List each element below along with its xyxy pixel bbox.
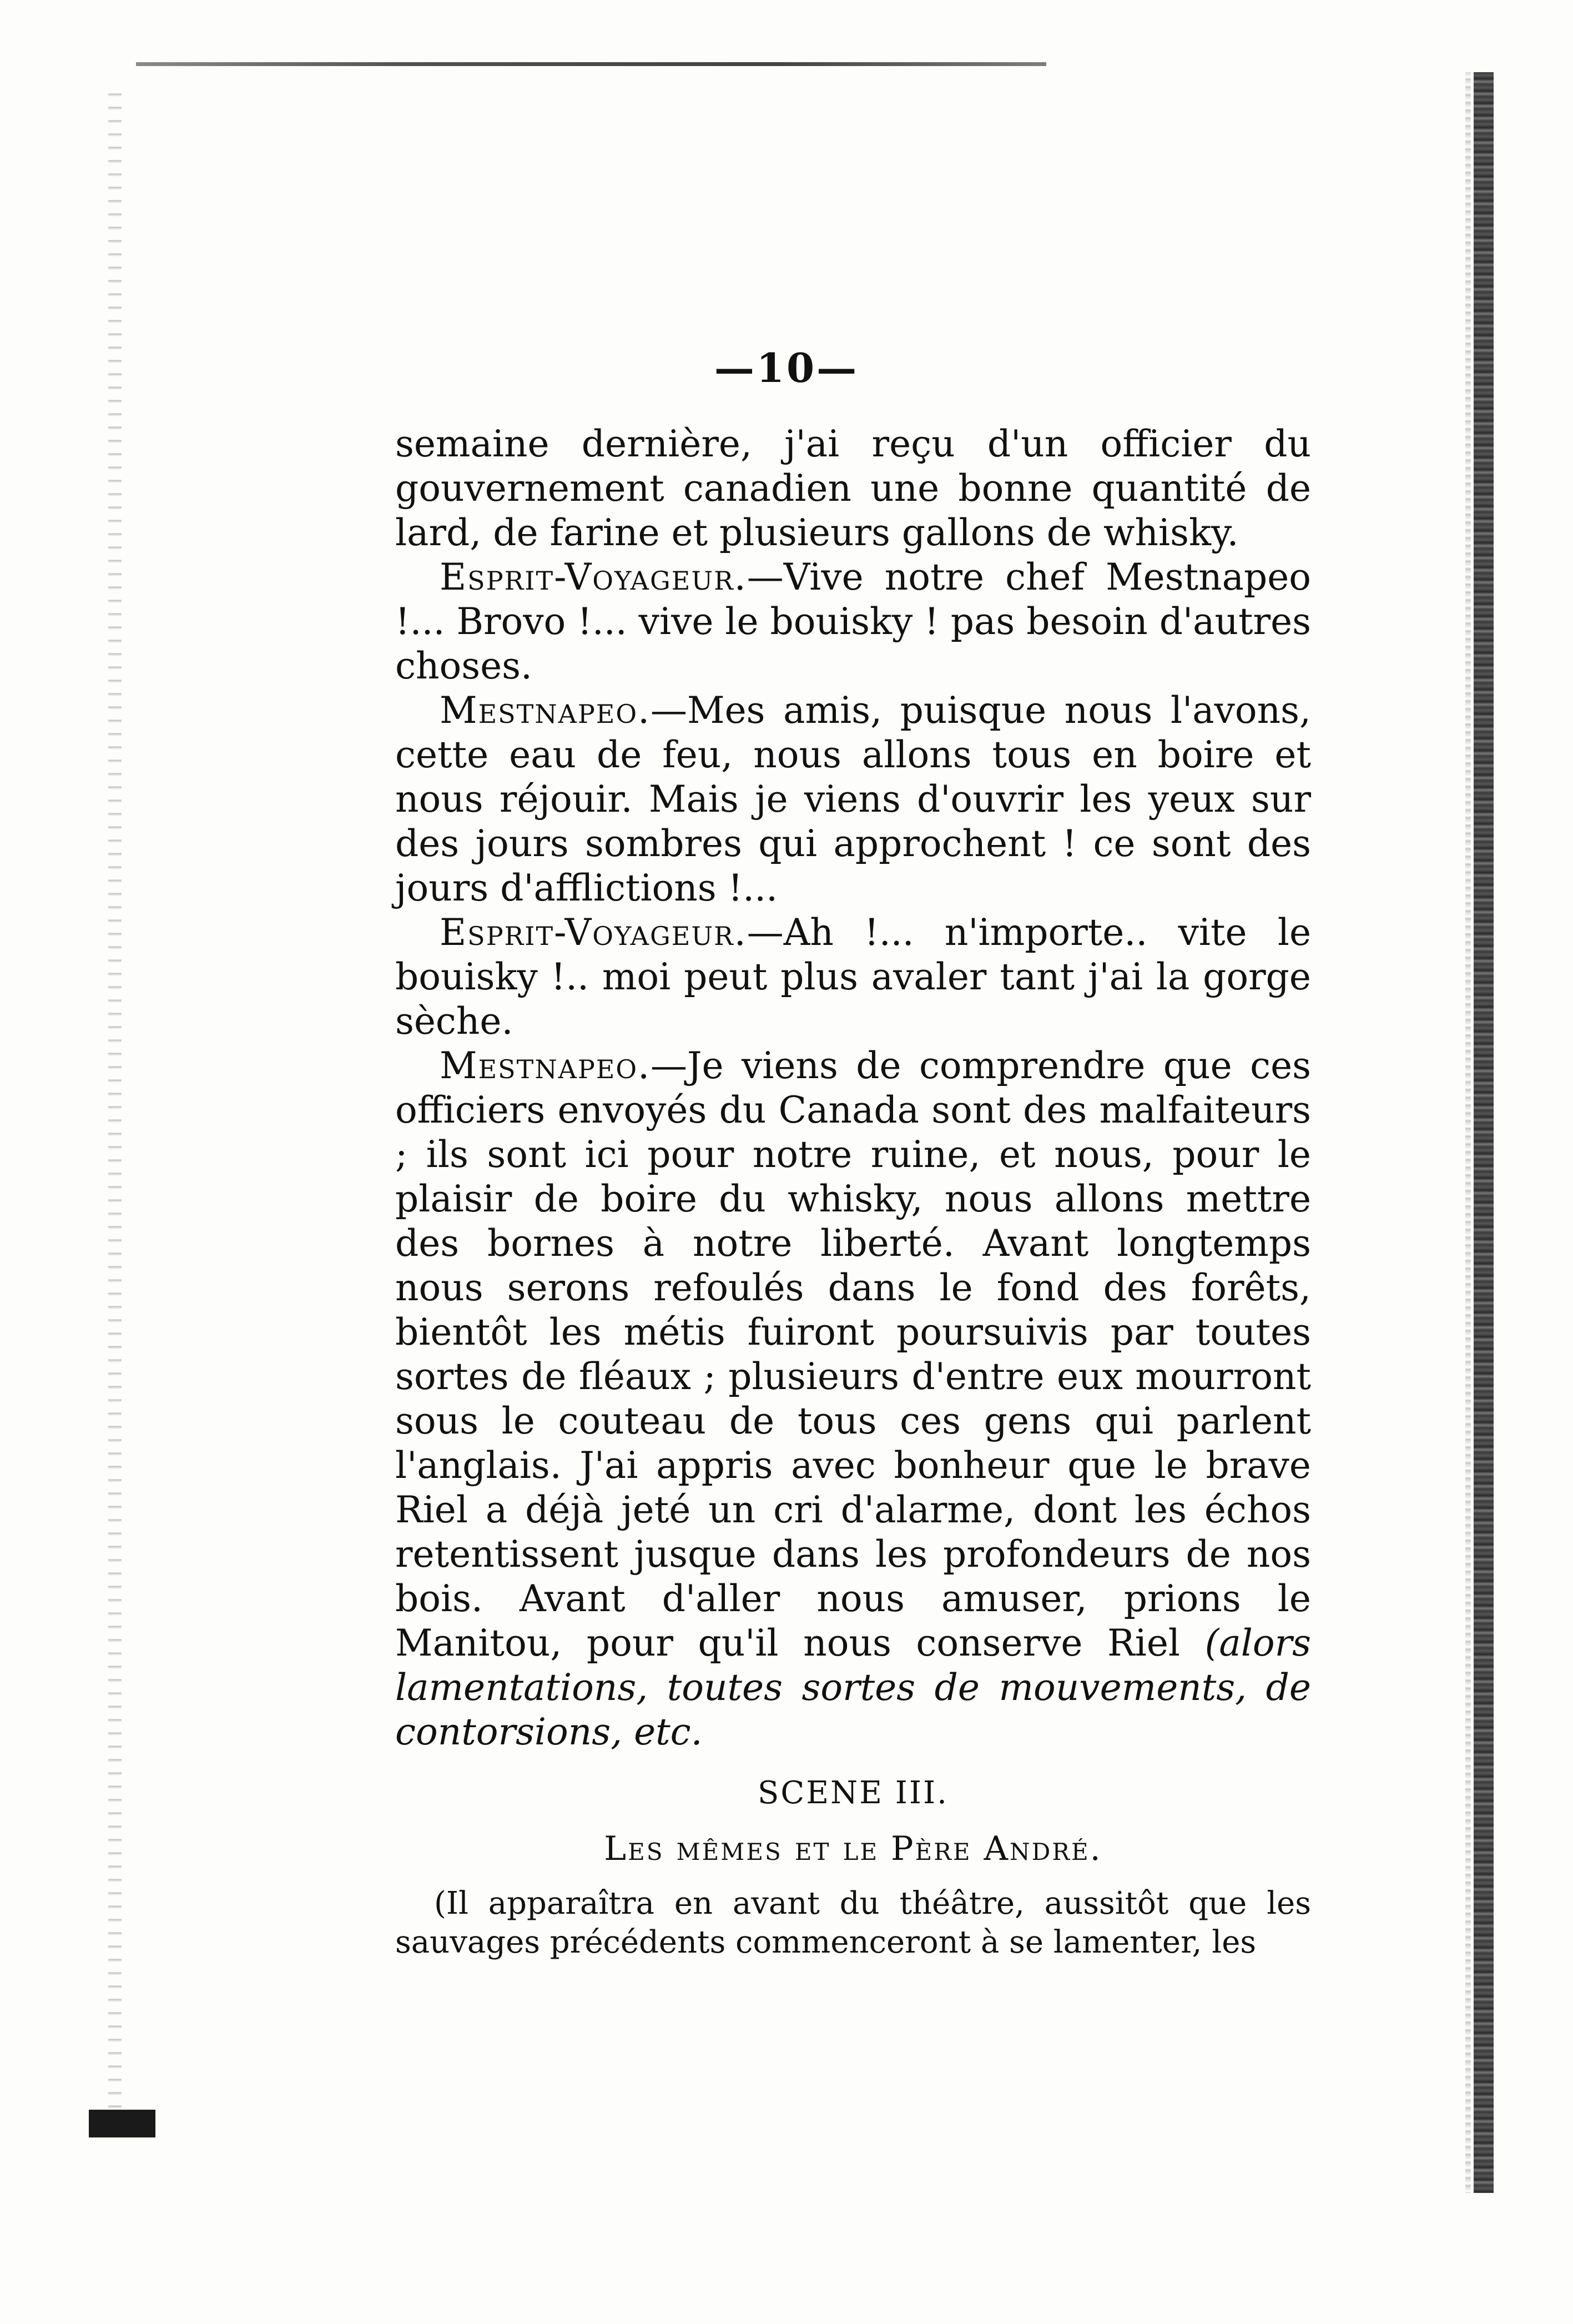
speaker-name: Esprit-Voyageur.: [440, 556, 747, 598]
speaker-name: Mestnapeo.: [440, 689, 651, 732]
text-block: [395, 422, 1311, 1962]
stage-direction-inline: (alors lamentations, toutes sortes de mouvements, de contorsions, etc.: [395, 1622, 1311, 1753]
top-rule: [136, 62, 1046, 66]
page-number: —10—: [714, 344, 859, 391]
scene-characters: Les mêmes et le Père André.: [604, 1829, 1102, 1868]
speaker-name: Esprit-Voyageur.: [440, 911, 747, 954]
dialogue-esprit-voyageur-1: [395, 555, 1311, 688]
dialogue-text: —Ah !... n'importe.. vite le bouisky !.. moi peut plus avaler tant j'ai la gorge sèche.: [395, 911, 1311, 1043]
dialogue-text: —Je viens de comprendre que ces officiers envoyés du Canada sont des malfaiteurs ; ils sont ici pour notre ruine, et nous, pour le plaisir de boire du whisky, nous allons mettre des bornes à notre liberté. Avant longtemps nous serons refoulés dans le fond des forêts, bientôt les métis fuiront poursuivis par toutes sortes de fléaux ; plusieurs d'entre eux mourront sous le couteau de tous ces gens qui parlent l'anglais. J'ai appris avec bonheur que le brave Riel a déjà jeté un cri d'alarme, dont les échos retentissent jusque dans les profondeurs de nos bois. Avant d'aller nous amuser, prions le Manitou, pour qu'il nous conserve Riel: [395, 1044, 1311, 1664]
stage-direction: (Il apparaîtra en avant du théâtre, aussitôt que les sauvages précédents commenceront à se lamenter, les: [395, 1885, 1311, 1960]
speaker-name: Mestnapeo.: [440, 1044, 651, 1087]
paragraph-continuation: [395, 422, 1311, 555]
left-corner-mark: [89, 2110, 155, 2137]
dialogue-text: —Vive notre chef Mestnapeo !... Brovo !... vive le bouisky ! pas besoin d'autres choses.: [395, 556, 1311, 687]
left-page-edge: [108, 83, 122, 2137]
dialogue-mestnapeo-2: [395, 1044, 1311, 1754]
dialogue-text: —Mes amis, puisque nous l'avons, cette eau de feu, nous allons tous en boire et nous réjouir. Mais je viens d'ouvrir les yeux sur des jours sombres qui approchent ! ce sont des jours d'afflictions !...: [395, 689, 1311, 909]
scene-heading: SCENE III.: [758, 1775, 949, 1811]
dialogue-mestnapeo-1: [395, 688, 1311, 911]
dialogue-esprit-voyageur-2: [395, 911, 1311, 1044]
paragraph-text: semaine dernière, j'ai reçu d'un officier du gouvernement canadien une bonne quantité de lard, de farine et plusieurs gallons de whisky.: [395, 422, 1311, 554]
